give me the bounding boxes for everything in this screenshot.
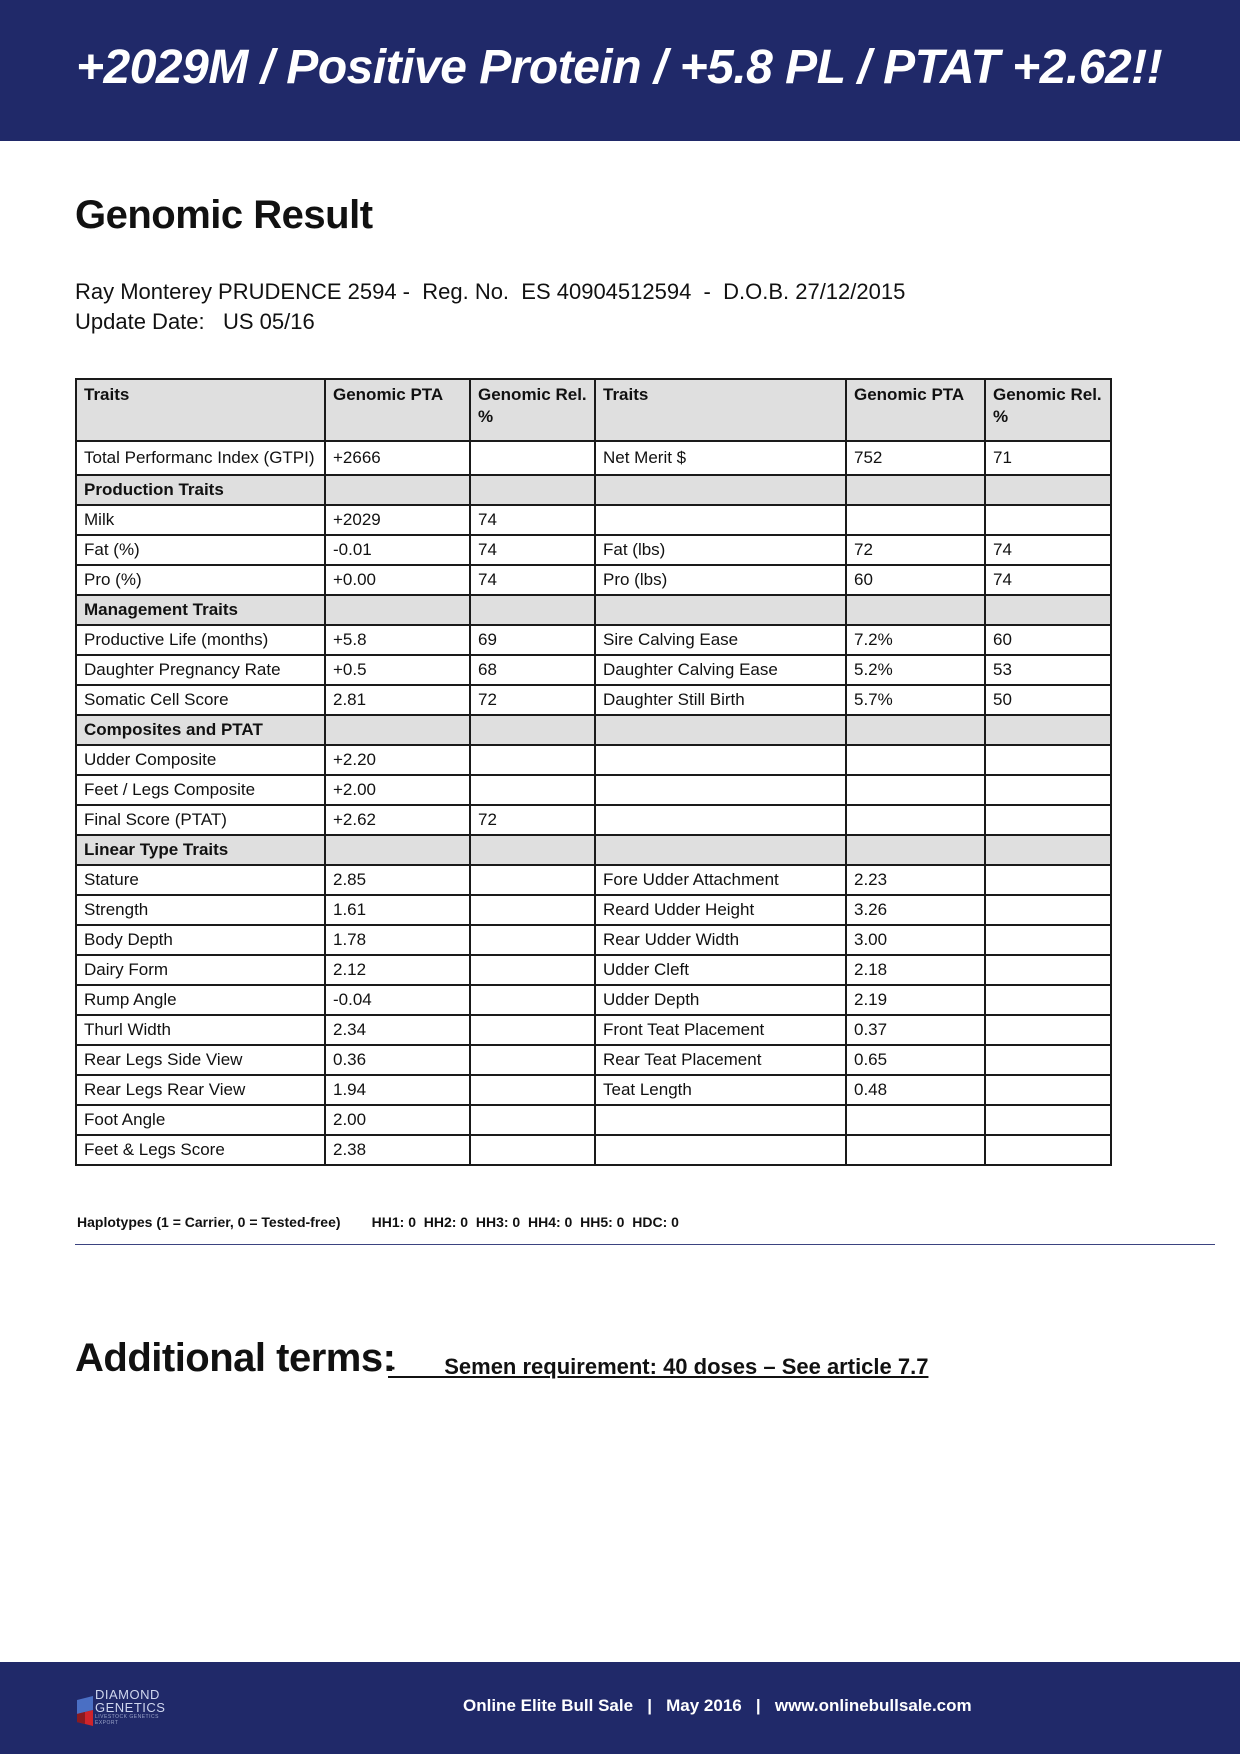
table-cell: 0.36 [325, 1045, 470, 1075]
table-cell: 0.37 [846, 1015, 985, 1045]
table-cell: Pro (lbs) [595, 565, 846, 595]
table-cell [985, 475, 1111, 505]
table-cell [846, 1135, 985, 1165]
table-cell: Rear Udder Width [595, 925, 846, 955]
table-cell: Body Depth [76, 925, 325, 955]
update-date-line: Update Date: US 05/16 [75, 309, 315, 334]
table-cell: 74 [985, 535, 1111, 565]
table-cell: 72 [846, 535, 985, 565]
section-label: Linear Type Traits [76, 835, 325, 865]
table-cell [846, 595, 985, 625]
table-cell: +2.00 [325, 775, 470, 805]
table-cell [595, 745, 846, 775]
header-cell: Traits [595, 379, 846, 441]
table-row [76, 441, 1111, 475]
table-cell: Fat (%) [76, 535, 325, 565]
header-cell: Genomic Rel. % [470, 379, 595, 441]
table-cell: +0.5 [325, 655, 470, 685]
table-row [76, 775, 1111, 805]
table-cell: 1.94 [325, 1075, 470, 1105]
table-cell: Daughter Pregnancy Rate [76, 655, 325, 685]
table-cell [846, 775, 985, 805]
animal-id-line: Ray Monterey PRUDENCE 2594 - Reg. No. ES 40904512594 - D.O.B. 27/12/2015 [75, 279, 906, 304]
table-cell: 2.34 [325, 1015, 470, 1045]
table-cell: Reard Udder Height [595, 895, 846, 925]
table-cell: Milk [76, 505, 325, 535]
table-cell [470, 1045, 595, 1075]
header-banner [0, 0, 1240, 141]
banner-title: +2029M / Positive Protein / +5.8 PL / PTAT +2.62!! [76, 41, 1163, 94]
table-cell [325, 595, 470, 625]
table-cell: 74 [985, 565, 1111, 595]
table-cell [325, 475, 470, 505]
table-cell [985, 895, 1111, 925]
diamond-logo-icon [75, 1696, 95, 1726]
table-cell: 1.61 [325, 895, 470, 925]
table-cell [846, 715, 985, 745]
table-cell: 72 [470, 805, 595, 835]
table-cell: 2.00 [325, 1105, 470, 1135]
logo-line-1: DIAMOND [95, 1687, 160, 1702]
table-cell [470, 835, 595, 865]
table-cell [595, 475, 846, 505]
table-cell [470, 441, 595, 475]
table-cell: 2.38 [325, 1135, 470, 1165]
table-cell [985, 805, 1111, 835]
table-cell [846, 835, 985, 865]
table-cell [595, 595, 846, 625]
table-cell [985, 715, 1111, 745]
table-cell: 69 [470, 625, 595, 655]
table-cell [846, 475, 985, 505]
table-cell [470, 1135, 595, 1165]
table-cell [470, 475, 595, 505]
diamond-genetics-logo [75, 1688, 175, 1732]
table-cell [985, 925, 1111, 955]
table-cell: Fat (lbs) [595, 535, 846, 565]
table-cell: 60 [985, 625, 1111, 655]
table-cell: 3.00 [846, 925, 985, 955]
table-cell [595, 775, 846, 805]
table-cell [470, 865, 595, 895]
table-row [76, 685, 1111, 715]
table-cell [470, 925, 595, 955]
table-header-row [76, 379, 1111, 441]
table-cell: -0.01 [325, 535, 470, 565]
table-cell: Sire Calving Ease [595, 625, 846, 655]
table-row [76, 505, 1111, 535]
genomic-results-table [75, 378, 1112, 1166]
table-cell: 60 [846, 565, 985, 595]
divider [75, 1244, 1215, 1245]
table-cell [985, 595, 1111, 625]
table-row [76, 1135, 1111, 1165]
table-cell [985, 505, 1111, 535]
footer-banner [0, 1662, 1240, 1754]
table-row [76, 625, 1111, 655]
table-cell: Daughter Still Birth [595, 685, 846, 715]
table-cell: 2.12 [325, 955, 470, 985]
table-cell [470, 1075, 595, 1105]
table-row [76, 925, 1111, 955]
table-cell [325, 835, 470, 865]
table-section-row [76, 475, 1111, 505]
header-cell: Genomic Rel. % [985, 379, 1111, 441]
table-cell: Thurl Width [76, 1015, 325, 1045]
table-row [76, 745, 1111, 775]
table-cell [985, 1075, 1111, 1105]
table-cell: 7.2% [846, 625, 985, 655]
header-cell: Traits [76, 379, 325, 441]
table-cell: 5.7% [846, 685, 985, 715]
table-cell: Feet / Legs Composite [76, 775, 325, 805]
section-label: Composites and PTAT [76, 715, 325, 745]
table-cell [985, 745, 1111, 775]
table-cell: Fore Udder Attachment [595, 865, 846, 895]
table-cell: 2.18 [846, 955, 985, 985]
haplotypes-note: Haplotypes (1 = Carrier, 0 = Tested-free) HH1: 0 HH2: 0 HH3: 0 HH4: 0 HH5: 0 HDC: 0 [77, 1214, 679, 1230]
table-cell [595, 505, 846, 535]
table-cell [846, 805, 985, 835]
table-cell: +0.00 [325, 565, 470, 595]
table-row [76, 805, 1111, 835]
table-row [76, 955, 1111, 985]
table-section-row [76, 595, 1111, 625]
table-cell: -0.04 [325, 985, 470, 1015]
table-cell [595, 835, 846, 865]
table-cell [985, 835, 1111, 865]
table-cell [985, 1105, 1111, 1135]
section-title: Genomic Result [75, 193, 373, 237]
section-label: Management Traits [76, 595, 325, 625]
table-cell: Strength [76, 895, 325, 925]
table-cell [470, 745, 595, 775]
header-cell: Genomic PTA [846, 379, 985, 441]
table-row [76, 655, 1111, 685]
table-cell [595, 1105, 846, 1135]
table-cell: Stature [76, 865, 325, 895]
table-cell [470, 1015, 595, 1045]
table-cell: Total Performanc Index (GTPI) [76, 441, 325, 475]
table-cell: 2.19 [846, 985, 985, 1015]
table-cell [985, 1045, 1111, 1075]
table-cell: Net Merit $ [595, 441, 846, 475]
table-row [76, 565, 1111, 595]
table-cell: 68 [470, 655, 595, 685]
table-row [76, 535, 1111, 565]
table-cell [470, 775, 595, 805]
table-cell: +2.20 [325, 745, 470, 775]
table-cell [985, 865, 1111, 895]
additional-terms-item: - Semen requirement: 40 doses – See article 7.7 [388, 1354, 929, 1379]
table-cell: 74 [470, 565, 595, 595]
table-cell [846, 505, 985, 535]
table-cell: 2.85 [325, 865, 470, 895]
table-cell: Foot Angle [76, 1105, 325, 1135]
table-section-row [76, 715, 1111, 745]
table-cell: Rear Teat Placement [595, 1045, 846, 1075]
table-cell: 74 [470, 535, 595, 565]
table-cell: Feet & Legs Score [76, 1135, 325, 1165]
table-cell: Teat Length [595, 1075, 846, 1105]
table-row [76, 1045, 1111, 1075]
table-cell: 1.78 [325, 925, 470, 955]
table-cell [470, 985, 595, 1015]
table-cell: 3.26 [846, 895, 985, 925]
table-cell [325, 715, 470, 745]
table-row [76, 1015, 1111, 1045]
table-cell [470, 715, 595, 745]
table-cell: 53 [985, 655, 1111, 685]
table-cell: Productive Life (months) [76, 625, 325, 655]
table-cell: 72 [470, 685, 595, 715]
table-cell [985, 955, 1111, 985]
table-cell: 74 [470, 505, 595, 535]
table-cell: +5.8 [325, 625, 470, 655]
table-cell: Rear Legs Side View [76, 1045, 325, 1075]
table-cell: +2029 [325, 505, 470, 535]
table-cell: 71 [985, 441, 1111, 475]
table-row [76, 985, 1111, 1015]
table-cell [846, 1105, 985, 1135]
table-row [76, 865, 1111, 895]
table-cell [470, 895, 595, 925]
logo-line-2: GENETICS [95, 1700, 166, 1715]
table-cell [470, 595, 595, 625]
logo-tagline: LIVESTOCK GENETICS EXPORT [95, 1714, 159, 1726]
header-cell: Genomic PTA [325, 379, 470, 441]
table-cell [595, 715, 846, 745]
table-cell: Udder Cleft [595, 955, 846, 985]
table-cell: Udder Depth [595, 985, 846, 1015]
section-label: Production Traits [76, 475, 325, 505]
table-cell: 2.81 [325, 685, 470, 715]
table-cell: Rump Angle [76, 985, 325, 1015]
table-cell: 0.65 [846, 1045, 985, 1075]
table-cell: Front Teat Placement [595, 1015, 846, 1045]
table-cell: Pro (%) [76, 565, 325, 595]
table-row [76, 1105, 1111, 1135]
table-body [76, 441, 1111, 1165]
table-section-row [76, 835, 1111, 865]
table-cell [846, 745, 985, 775]
table-cell: +2666 [325, 441, 470, 475]
table-cell: 2.23 [846, 865, 985, 895]
table-row [76, 895, 1111, 925]
table-cell: Final Score (PTAT) [76, 805, 325, 835]
table-cell [470, 955, 595, 985]
table-cell: Daughter Calving Ease [595, 655, 846, 685]
table-cell: Dairy Form [76, 955, 325, 985]
footer-text: Online Elite Bull Sale | May 2016 | www.onlinebullsale.com [463, 1696, 972, 1715]
logo-wordmark [95, 1688, 175, 1726]
table-cell: 0.48 [846, 1075, 985, 1105]
table-cell: Rear Legs Rear View [76, 1075, 325, 1105]
table-cell [985, 985, 1111, 1015]
table-cell: 50 [985, 685, 1111, 715]
table-cell [985, 1015, 1111, 1045]
additional-terms-label: Additional terms: [75, 1336, 396, 1380]
table-cell: Udder Composite [76, 745, 325, 775]
table-cell [595, 1135, 846, 1165]
table-cell: 752 [846, 441, 985, 475]
table-cell [470, 1105, 595, 1135]
table-cell: 5.2% [846, 655, 985, 685]
table-cell: +2.62 [325, 805, 470, 835]
table-cell [985, 1135, 1111, 1165]
table-row [76, 1075, 1111, 1105]
table-cell [595, 805, 846, 835]
table-cell: Somatic Cell Score [76, 685, 325, 715]
table-cell [985, 775, 1111, 805]
